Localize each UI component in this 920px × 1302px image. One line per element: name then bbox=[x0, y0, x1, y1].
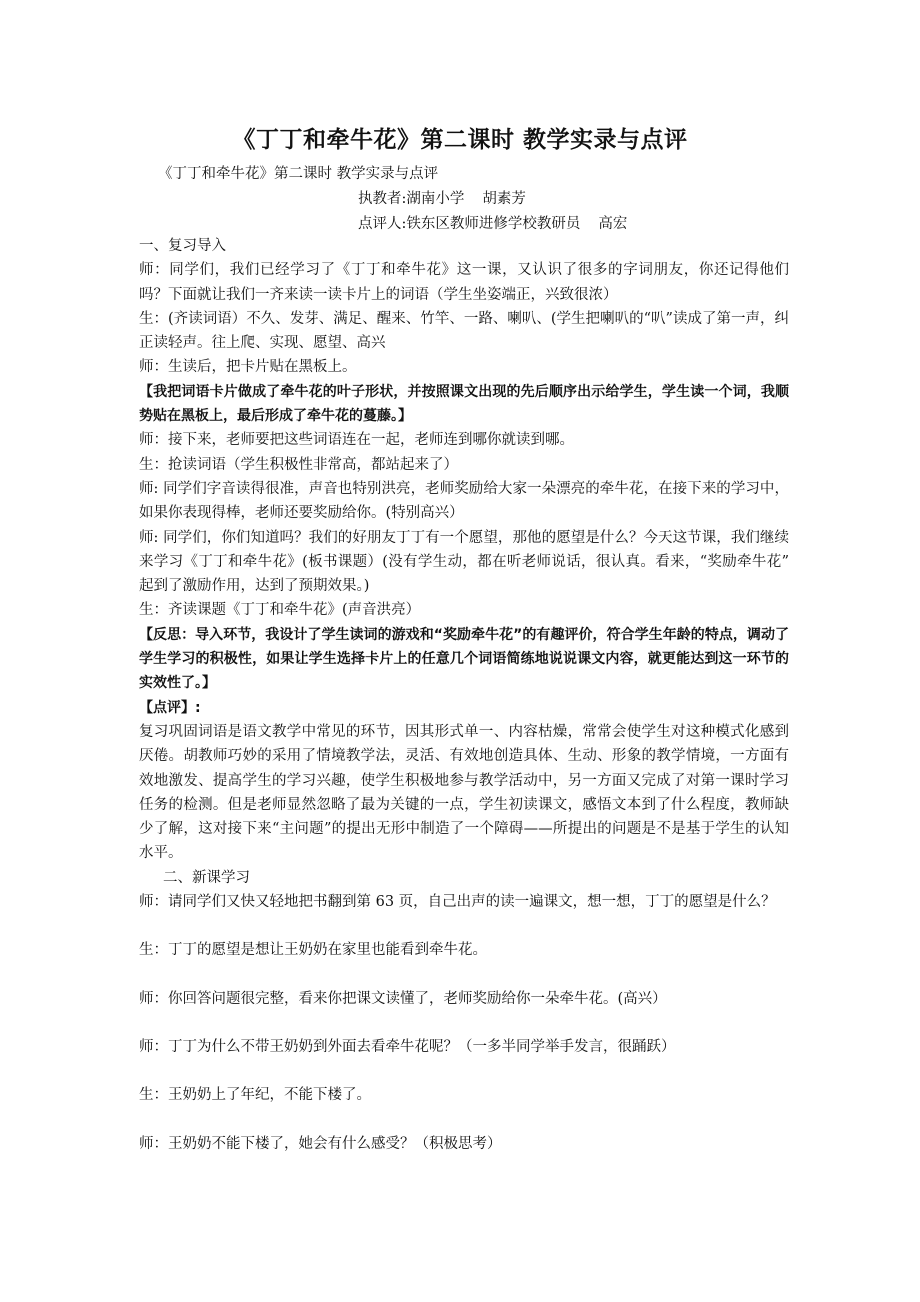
document-body bbox=[139, 234, 789, 1156]
reviewer-label: 点评人:铁东区教师进修学校教研员 bbox=[358, 216, 581, 232]
paragraph: 师：丁丁为什么不带王奶奶到外面去看牵牛花呢？（一多半同学举手发言，很踊跃） bbox=[139, 1038, 676, 1055]
section-heading-review: 一、复习导入 bbox=[139, 238, 226, 254]
paragraph: 师：王奶奶不能下楼了，她会有什么感受？（积极思考） bbox=[139, 1135, 502, 1152]
paragraph: 师：你回答问题很完整，看来你把课文读懂了，老师奖励给你一朵牵牛花。(高兴） bbox=[139, 990, 667, 1007]
paragraph: 师：同学们，我们已经学习了《丁丁和牵牛花》这一课，又认识了很多的字词朋友，你还记得他们吗？下面就让我们一齐来读一读卡片上的词语（学生坐姿端正，兴致很浓） bbox=[139, 262, 789, 303]
section-heading-new-lesson: 二、新课学习 bbox=[163, 869, 250, 886]
author-name: 胡素芳 bbox=[482, 191, 526, 207]
paragraph: 师：生读后，把卡片贴在黑板上。 bbox=[139, 359, 357, 376]
paragraph: 师：接下来，老师要把这些词语连在一起，老师连到哪你就读到哪。 bbox=[139, 432, 574, 449]
paragraph: 师: 同学们，你们知道吗？我们的好朋友丁丁有一个愿望，那他的愿望是什么？今天这节课，我们继续来学习《丁丁和牵牛花》(板书课题）(没有学生动，都在听老师说话，很认真。看来，“奖励牵牛花” 起到了激励作用，达到了预期效果。) bbox=[139, 529, 789, 595]
document-title: 《丁丁和牵牛花》第二课时 教学实录与点评 bbox=[232, 127, 688, 153]
paragraph: 生：王奶奶上了年纪，不能下楼了。 bbox=[139, 1087, 371, 1104]
paragraph: 师：请同学们又快又轻地把书翻到第 63 页，自己出声的读一遍课文，想一想，丁丁的愿望是什么？ bbox=[139, 894, 776, 911]
comment-heading: 【点评】: bbox=[139, 699, 201, 716]
subtitle-line: 《丁丁和牵牛花》第二课时 教学实录与点评 bbox=[158, 166, 439, 182]
teacher-note: 【我把词语卡片做成了牵牛花的叶子形状，并按照课文出现的先后顺序出示给学生，学生读一个词，我顺势贴在黑板上，最后形成了牵牛花的蔓藤。】 bbox=[139, 383, 789, 425]
comment-paragraph: 复习巩固词语是语文教学中常见的环节，因其形式单一、内容枯燥，常常会使学生对这种模式化感到厌倦。胡教师巧妙的采用了情境教学法，灵活、有效地创造具体、生动、形象的教学情境，一方面有效地激发、提高学生的学习兴趣，使学生积极地参与教学活动中，另一方面又完成了对第一课时学习任务的检测。但是老师显然忽略了最为关键的一点，学生初读课文，感悟文本到了什么程度，教师缺少了解，这对接下来“主问题”的提出无形中制造了一个障碍——所提出的问题是不是基于学生的认知水平。 bbox=[139, 723, 789, 862]
reviewer-name: 高宏 bbox=[598, 216, 628, 232]
paragraph: 生：(齐读词语）不久、发芽、满足、醒来、竹竿、一路、喇叭、(学生把喇叭的“叭”读成了第一声，纠正读轻声。往上爬、实现、愿望、高兴 bbox=[139, 310, 789, 352]
paragraph: 生：齐读课题《丁丁和牵牛花》(声音洪亮） bbox=[139, 602, 421, 619]
paragraph: 生：丁丁的愿望是想让王奶奶在家里也能看到牵牛花。 bbox=[139, 942, 487, 959]
paragraph: 生：抢读词语（学生积极性非常高，都站起来了） bbox=[139, 456, 458, 473]
paragraph: 师: 同学们字音读得很准，声音也特别洪亮，老师奖励给大家一朵漂亮的牵牛花，在接下来的学习中，如果你表现得棒，老师还要奖励给你。(特别高兴） bbox=[139, 480, 789, 522]
reviewer-line bbox=[358, 212, 627, 233]
reflection-note: 【反思：导入环节，我设计了学生读词的游戏和“奖励牵牛花”的有趣评价，符合学生年龄的特点，调动了学生学习的积极性，如果让学生选择卡片上的任意几个词语简练地说说课文内容，就更能达到这一环节的实效性了。】 bbox=[139, 626, 789, 692]
author-label: 执教者:湖南小学 bbox=[358, 191, 465, 207]
author-line bbox=[358, 187, 526, 208]
